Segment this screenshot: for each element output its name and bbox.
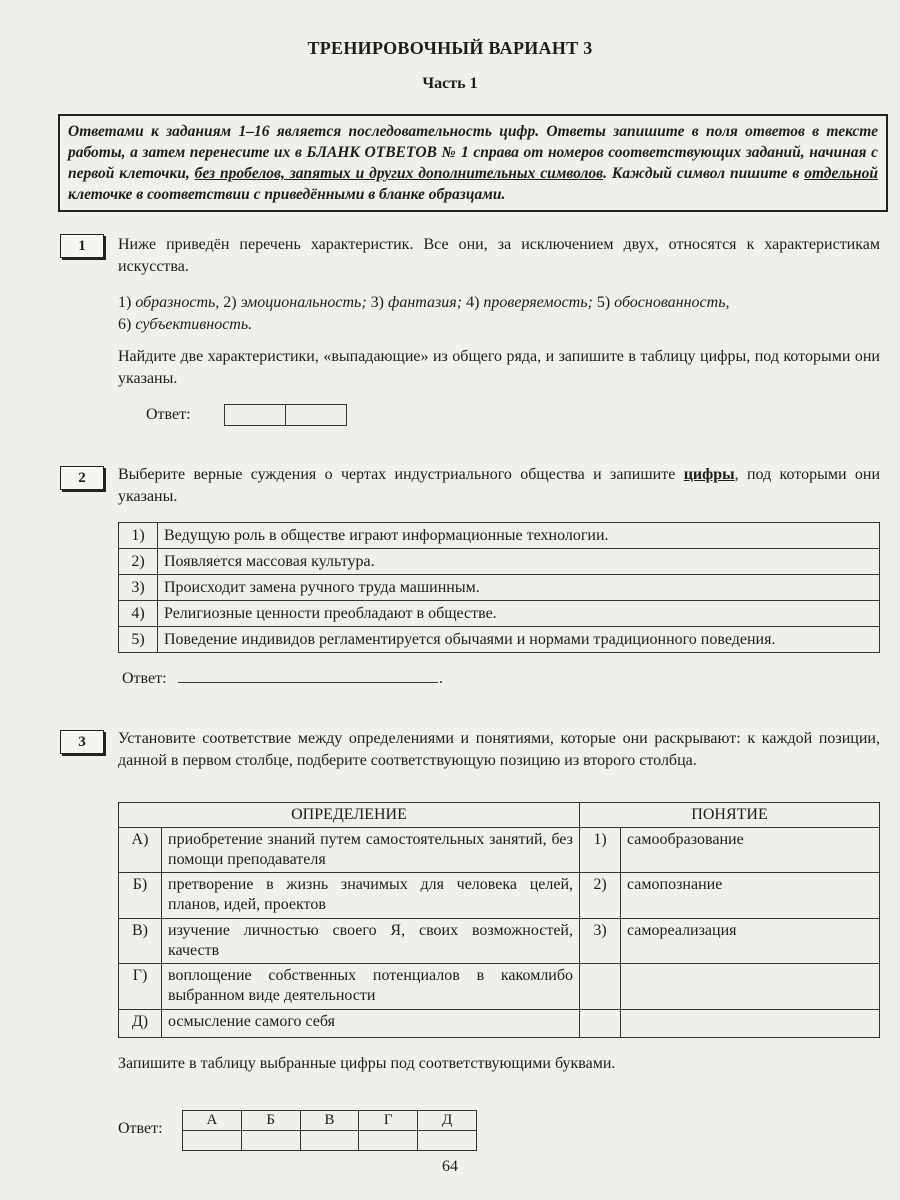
table-row bbox=[119, 919, 880, 964]
option-number: 5) bbox=[119, 627, 158, 653]
option-text: Появляется массовая культура. bbox=[158, 549, 880, 575]
answer-table-3 bbox=[182, 1110, 477, 1151]
concept-text: самопознание bbox=[621, 873, 880, 919]
table-row bbox=[119, 1010, 880, 1038]
answer-cell[interactable] bbox=[183, 1131, 242, 1151]
instructions-underlined-1: без пробелов, запятых и других дополнительных символов bbox=[194, 165, 604, 182]
table-row bbox=[119, 575, 880, 601]
table-header-row bbox=[119, 803, 880, 828]
answer-cell[interactable] bbox=[418, 1131, 477, 1151]
concept-number: 1) bbox=[580, 828, 621, 873]
instructions-underlined-2: отдельной bbox=[804, 165, 878, 182]
concept-number-empty bbox=[580, 1010, 621, 1038]
table-row bbox=[119, 873, 880, 919]
answer-label-2: Ответ: bbox=[122, 670, 167, 687]
answer-cell[interactable] bbox=[241, 1131, 300, 1151]
page-number: 64 bbox=[442, 1158, 458, 1175]
item-number: 6) bbox=[118, 316, 132, 333]
question-2-emphasis: цифры bbox=[683, 466, 735, 483]
answer-cell[interactable] bbox=[359, 1131, 418, 1151]
question-2-text-end: , под которыми они указаны. bbox=[118, 466, 881, 505]
item-text: субъективность. bbox=[135, 316, 253, 333]
definition-letter: Д) bbox=[119, 1010, 162, 1038]
table-row bbox=[119, 523, 880, 549]
answer-line-2[interactable] bbox=[178, 682, 438, 683]
item-number: 5) bbox=[596, 294, 611, 311]
item-number: 1) bbox=[118, 294, 132, 311]
instructions-box bbox=[58, 114, 888, 212]
question-2-options-table bbox=[118, 522, 880, 653]
item-number: 2) bbox=[223, 294, 237, 311]
answer-cell[interactable] bbox=[224, 404, 286, 426]
definition-letter: Г) bbox=[119, 964, 162, 1010]
answer-cells-1[interactable] bbox=[224, 404, 346, 426]
table-row bbox=[119, 964, 880, 1010]
item-text: эмоциональность; bbox=[240, 294, 367, 311]
question-2-text bbox=[118, 464, 880, 508]
concept-text-empty bbox=[621, 1010, 880, 1038]
option-number: 2) bbox=[119, 549, 158, 575]
answer-letter: Б bbox=[241, 1111, 300, 1131]
option-text: Религиозные ценности преобладают в обществе. bbox=[158, 601, 880, 627]
answer-cell[interactable] bbox=[300, 1131, 359, 1151]
instructions-text-2: . Каждый символ пишите в bbox=[603, 165, 805, 182]
concept-number: 3) bbox=[580, 919, 621, 964]
definition-letter: Б) bbox=[119, 873, 162, 919]
item-number: 3) bbox=[370, 294, 384, 311]
answer-label-3: Ответ: bbox=[118, 1120, 163, 1137]
instructions-text-3: клеточке в соответствии с приведёнными в бланке образцами. bbox=[68, 186, 506, 203]
question-3-matching-table bbox=[118, 802, 880, 1038]
table-row bbox=[119, 828, 880, 873]
question-3-task: Запишите в таблицу выбранные цифры под соответствующими буквами. bbox=[118, 1055, 616, 1072]
column-header-concept: ПОНЯТИЕ bbox=[580, 803, 880, 828]
item-number: 4) bbox=[466, 294, 480, 311]
question-number-2: 2 bbox=[60, 466, 104, 490]
item-text: образность, bbox=[135, 294, 220, 311]
concept-text: самореализация bbox=[621, 919, 880, 964]
question-3-text: Установите соответствие между определениями и понятиями, которые они раскрывают: к каждой позиции, данной в первом столбце, подберите соответствующую позицию из второго столбца. bbox=[118, 730, 880, 769]
option-text: Поведение индивидов регламентируется обычаями и нормами традиционного поведения. bbox=[158, 627, 880, 653]
question-1-text: Ниже приведён перечень характеристик. Все они, за исключением двух, относятся к характеристикам искусства. bbox=[118, 236, 880, 275]
item-text: фантазия; bbox=[388, 294, 463, 311]
question-number-3: 3 bbox=[60, 730, 104, 754]
answer-cells-row bbox=[183, 1131, 477, 1151]
definition-text: приобретение знаний путем самостоятельных занятий, без помощи преподавателя bbox=[162, 828, 580, 873]
question-number-1: 1 bbox=[60, 234, 104, 258]
option-number: 1) bbox=[119, 523, 158, 549]
concept-number: 2) bbox=[580, 873, 621, 919]
definition-letter: В) bbox=[119, 919, 162, 964]
option-number: 3) bbox=[119, 575, 158, 601]
definition-text: претворение в жизнь значимых для человека целей, планов, идей, проектов bbox=[162, 873, 580, 919]
part-title: Часть 1 bbox=[422, 75, 478, 92]
definition-text: воплощение собственных потенциалов в какомлибо выбранном виде деятельности bbox=[162, 964, 580, 1010]
definition-text: изучение личностью своего Я, своих возможностей, качеств bbox=[162, 919, 580, 964]
column-header-definition: ОПРЕДЕЛЕНИЕ bbox=[119, 803, 580, 828]
concept-text: самообразование bbox=[621, 828, 880, 873]
concept-text-empty bbox=[621, 964, 880, 1010]
answer-letter: А bbox=[183, 1111, 242, 1131]
question-1-task: Найдите две характеристики, «выпадающие» из общего ряда, и запишите в таблицу цифры, под которыми они указаны. bbox=[118, 348, 880, 387]
option-text: Ведущую роль в обществе играют информационные технологии. bbox=[158, 523, 880, 549]
table-row bbox=[119, 549, 880, 575]
answer-letter: Г bbox=[359, 1111, 418, 1131]
answer-label-1: Ответ: bbox=[146, 406, 191, 423]
question-2-text-start: Выберите верные суждения о чертах индустриального общества и запишите bbox=[118, 466, 684, 483]
item-text: обоснованность, bbox=[614, 294, 730, 311]
answer-letter: Д bbox=[418, 1111, 477, 1131]
answer-letters-row bbox=[183, 1111, 477, 1131]
item-text: проверяемость; bbox=[483, 294, 593, 311]
table-row bbox=[119, 601, 880, 627]
option-text: Происходит замена ручного труда машинным. bbox=[158, 575, 880, 601]
concept-number-empty bbox=[580, 964, 621, 1010]
table-row bbox=[119, 627, 880, 653]
answer-letter: В bbox=[300, 1111, 359, 1131]
answer-line-end: . bbox=[439, 670, 443, 687]
definition-letter: А) bbox=[119, 828, 162, 873]
answer-cell[interactable] bbox=[285, 404, 347, 426]
instructions-text: Ответами к заданиям 1–16 является последовательность цифр. Ответы запишите в поля ответов в тексте работы, а затем перенесите их в БЛАНК ОТВЕТОВ № 1 справа от номеров соответствующих заданий, начиная с первой клеточки, bbox=[68, 123, 878, 182]
option-number: 4) bbox=[119, 601, 158, 627]
definition-text: осмысление самого себя bbox=[162, 1010, 580, 1038]
question-1-items bbox=[118, 292, 880, 336]
page-title: ТРЕНИРОВОЧНЫЙ ВАРИАНТ 3 bbox=[307, 38, 593, 58]
